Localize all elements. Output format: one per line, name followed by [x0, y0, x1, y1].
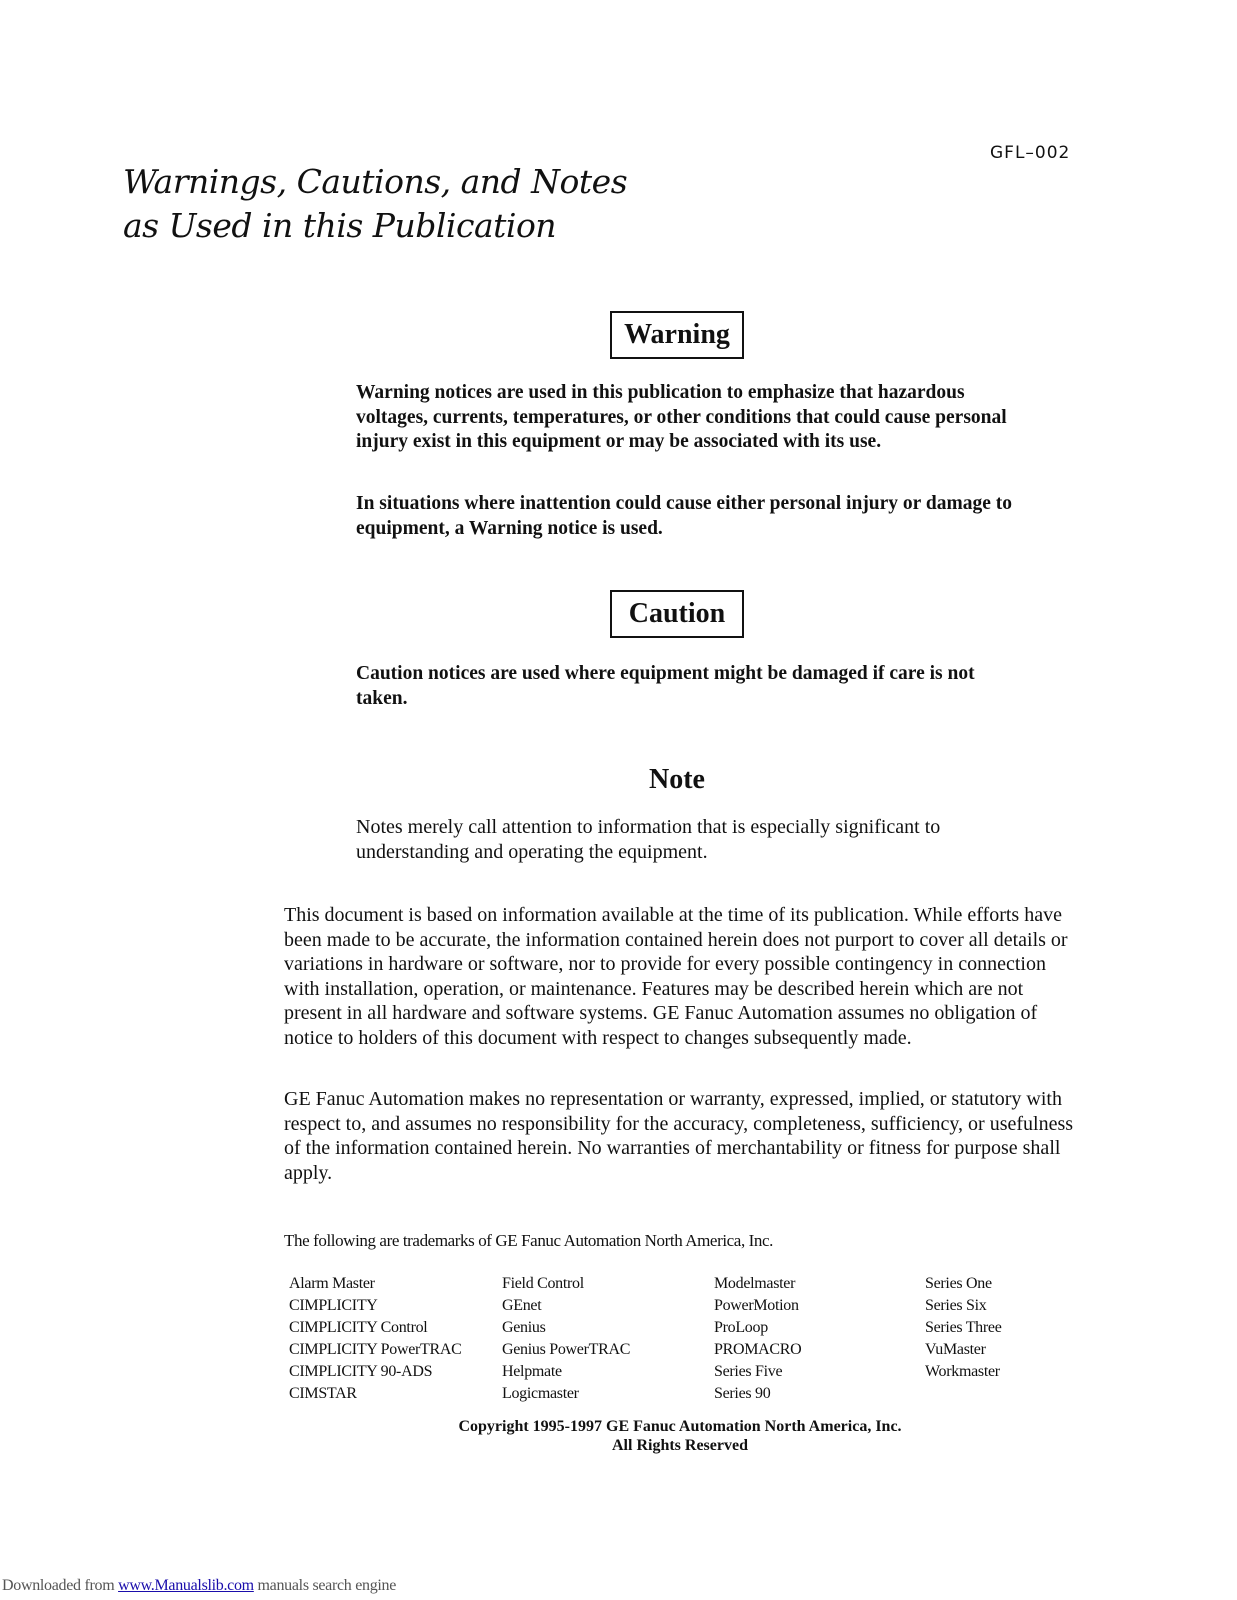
- caution-heading: Caution: [610, 590, 744, 638]
- trademark-item: CIMPLICITY Control: [289, 1319, 428, 1336]
- trademark-item: Series Three: [925, 1319, 1002, 1336]
- trademark-item: Field Control: [502, 1275, 584, 1292]
- note-paragraph: Notes merely call attention to information that is especially significant to understanding and operating the equipment.: [356, 816, 941, 863]
- note-heading: Note: [649, 764, 705, 795]
- copyright-line: Copyright 1995-1997 GE Fanuc Automation North America, Inc.: [458, 1418, 902, 1435]
- trademarks-intro: The following are trademarks of GE Fanuc Automation North America, Inc.: [284, 1231, 774, 1250]
- trademark-item: CIMPLICITY PowerTRAC: [289, 1341, 462, 1358]
- trademark-item: CIMSTAR: [289, 1385, 357, 1402]
- page-title-line-1: Warnings, Cautions, and Notes: [123, 162, 628, 201]
- trademarks-column: [714, 1273, 924, 1405]
- trademark-item: PROMACRO: [714, 1341, 802, 1358]
- caution-paragraph: Caution notices are used where equipment might be damaged if care is not taken.: [356, 663, 975, 709]
- trademark-item: Series Five: [714, 1363, 783, 1380]
- warning-paragraph-2: In situations where inattention could cause either personal injury or damage to equipment, a Warning notice is used.: [356, 493, 1012, 539]
- manualslib-link[interactable]: www.Manualslib.com: [118, 1577, 254, 1594]
- footer-prefix: Downloaded from: [2, 1577, 119, 1594]
- disclaimer-paragraph-1: This document is based on information available at the time of its publication. While efforts have been made to be accurate, the information contained herein does not purport to cover all details or variations in hardware or software, nor to provide for every possible contingency in connection with installation, operation, or maintenance. Features may be described herein which are not present in all hardware and software systems. GE Fanuc Automation assumes no obligation of notice to holders of this document with respect to changes subsequently made.: [284, 904, 1068, 1049]
- trademark-item: PowerMotion: [714, 1297, 799, 1314]
- page-title: [123, 160, 627, 248]
- trademark-item: Modelmaster: [714, 1275, 796, 1292]
- trademark-item: CIMPLICITY: [289, 1297, 378, 1314]
- trademark-item: VuMaster: [925, 1341, 986, 1358]
- trademark-item: Series 90: [714, 1385, 771, 1402]
- trademark-item: Series One: [925, 1275, 992, 1292]
- warning-paragraph-1: Warning notices are used in this publication to emphasize that hazardous voltages, currents, temperatures, or other conditions that could cause personal injury exist in this equipment or may be associated with its use.: [356, 382, 1007, 452]
- copyright-notice: [380, 1417, 980, 1455]
- rights-reserved-line: All Rights Reserved: [612, 1437, 748, 1454]
- document-code: GFL–002: [990, 143, 1071, 163]
- trademark-item: CIMPLICITY 90-ADS: [289, 1363, 433, 1380]
- trademark-item: Series Six: [925, 1297, 987, 1314]
- disclaimer-paragraph-2: GE Fanuc Automation makes no representation or warranty, expressed, implied, or statutory with respect to, and assumes no responsibility for the accuracy, completeness, sufficiency, or usefulness of the information contained herein. No warranties of merchantability or fitness for purpose shall apply.: [284, 1088, 1074, 1184]
- trademarks-column: [289, 1273, 499, 1405]
- page-title-line-2: as Used in this Publication: [123, 206, 557, 245]
- trademarks-column: [925, 1273, 1135, 1383]
- footer-suffix: manuals search engine: [253, 1577, 397, 1594]
- trademark-item: Helpmate: [502, 1363, 562, 1380]
- trademark-item: Alarm Master: [289, 1275, 375, 1292]
- warning-heading: Warning: [610, 311, 744, 359]
- trademarks-column: [502, 1273, 712, 1405]
- trademark-item: GEnet: [502, 1297, 542, 1314]
- trademark-item: Logicmaster: [502, 1385, 579, 1402]
- trademark-item: Genius PowerTRAC: [502, 1341, 631, 1358]
- download-footer: [2, 1577, 396, 1595]
- trademark-item: Workmaster: [925, 1363, 1000, 1380]
- trademark-item: Genius: [502, 1319, 546, 1336]
- trademark-item: ProLoop: [714, 1319, 768, 1336]
